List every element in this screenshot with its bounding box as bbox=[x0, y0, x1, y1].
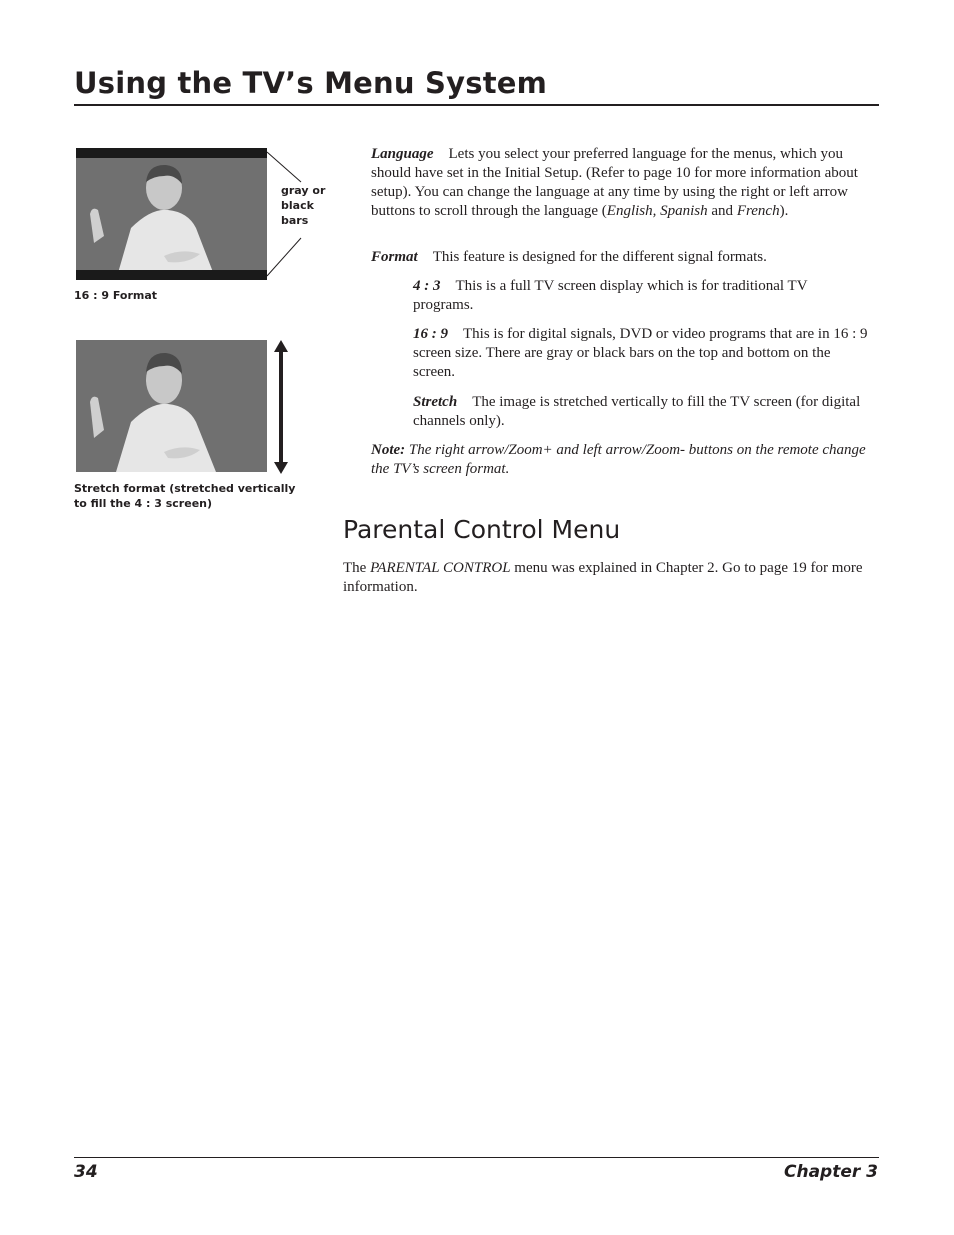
format-paragraph: Format This feature is designed for the different signal formats. bbox=[371, 249, 767, 265]
format-16-9-paragraph: 16 : 9 This is for digital signals, DVD or video programs that are in 16 : 9 screen size. There are gray or black bars on the top and bottom on the screen. bbox=[413, 326, 868, 380]
chapter-label: Chapter 3 bbox=[783, 1162, 878, 1182]
parental-control-paragraph: The PARENTAL CONTROL menu was explained in Chapter 2. Go to page 19 for more information. bbox=[343, 560, 863, 595]
format-4-3-paragraph: 4 : 3 This is a full TV screen display which is for traditional TV programs. bbox=[413, 278, 808, 313]
photo-16-9 bbox=[76, 148, 267, 280]
language-paragraph: Language Lets you select your preferred language for the menus, which you should have set in the Initial Setup. (Refer to page 10 for more information about setup). You can change the language at any time by using the right or left arrow buttons to scroll through the language (English, Spanish and French). bbox=[371, 146, 858, 219]
caption-stretch: Stretch format (stretched vertically to fill the 4 : 3 screen) bbox=[74, 482, 296, 510]
format-stretch-term: Stretch bbox=[413, 394, 458, 410]
photo-stretch bbox=[76, 340, 267, 472]
header-rule bbox=[74, 104, 879, 106]
caption-16-9: 16 : 9 Format bbox=[74, 289, 158, 302]
bottom-black-bar bbox=[76, 270, 267, 280]
page-header-title: Using the TV’s Menu System bbox=[74, 66, 548, 100]
format-16-9-term: 16 : 9 bbox=[413, 326, 448, 342]
footer-rule bbox=[74, 1157, 879, 1158]
page-number: 34 bbox=[74, 1162, 98, 1182]
callout-gray-or-black-bars: gray or black bars bbox=[281, 184, 326, 227]
note-paragraph: Note: The right arrow/Zoom+ and left arrow/Zoom- buttons on the remote change the TV’s screen format. bbox=[371, 442, 866, 477]
format-4-3-term: 4 : 3 bbox=[413, 278, 441, 294]
note-term: Note: bbox=[371, 442, 406, 458]
format-stretch-paragraph: Stretch The image is stretched vertically to fill the TV screen (for digital channels only). bbox=[413, 394, 861, 429]
language-term: Language bbox=[371, 146, 434, 162]
format-term: Format bbox=[371, 249, 418, 265]
parental-control-heading: Parental Control Menu bbox=[343, 515, 621, 544]
vertical-stretch-arrow-icon bbox=[272, 340, 290, 474]
top-black-bar bbox=[76, 148, 267, 158]
